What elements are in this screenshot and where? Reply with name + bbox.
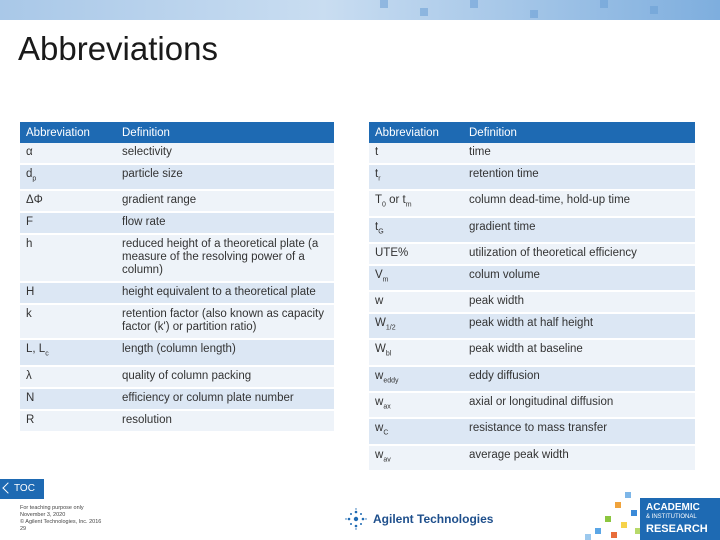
abbreviation-symbol: UTE% (375, 246, 409, 259)
column-header-abbreviation: Abbreviation (369, 122, 463, 143)
definition-cell: particle size (116, 164, 334, 190)
abbreviation-cell (20, 164, 116, 190)
table-row (369, 366, 695, 392)
footer-line: For teaching purpose only (20, 505, 84, 511)
abbreviation-subscript: G (378, 227, 384, 235)
abbreviation-cell (369, 366, 463, 392)
abbreviation-symbol: d (26, 168, 33, 180)
table-row (20, 164, 334, 190)
table-row (369, 243, 695, 265)
agilent-logo (345, 508, 493, 530)
abbreviation-subscript: 1/2 (385, 324, 396, 332)
abbreviation-cell (20, 282, 116, 304)
abbreviation-symbol: t (375, 168, 379, 180)
abbreviation-symbol: F (26, 216, 34, 229)
abbreviation-cell (369, 217, 463, 243)
abbreviation-symbol: w (375, 448, 384, 461)
badge-line: RESEARCH (646, 523, 708, 535)
definition-cell: flow rate (116, 212, 334, 234)
table-row (20, 143, 334, 164)
abbreviation-symbol: h (26, 238, 33, 251)
definition-cell: resolution (116, 410, 334, 432)
definition-cell: resistance to mass transfer (463, 418, 695, 444)
definition-cell: retention time (463, 164, 695, 190)
table-row (20, 282, 334, 304)
spark-icon (345, 508, 367, 530)
abbreviation-cell (369, 265, 463, 291)
badge-line: ACADEMIC (646, 502, 700, 513)
footer-line: © Agilent Technologies, Inc. 2016 (20, 519, 102, 525)
abbreviation-cell (369, 418, 463, 444)
table-row (20, 388, 334, 410)
abbreviation-cell (369, 143, 463, 164)
abbreviation-symbol: t (375, 146, 379, 158)
abbreviation-subscript: bl (385, 350, 392, 358)
abbreviation-symbol: w (375, 396, 384, 409)
table-row (20, 339, 334, 365)
company-name: Agilent Technologies (373, 512, 494, 526)
abbreviation-subscript: C (383, 429, 389, 437)
abbreviation-symbol: N (26, 391, 35, 404)
footer-line: 29 (20, 526, 27, 532)
abbreviation-symbol: w (375, 369, 384, 382)
page-title: Abbreviations (18, 30, 218, 67)
abbreviation-subscript: r (378, 175, 381, 183)
abbreviation-cell (369, 313, 463, 339)
abbreviation-cell (369, 445, 463, 471)
table-row (369, 217, 695, 243)
abbreviation-symbol: w (375, 295, 384, 308)
table-row (20, 410, 334, 432)
definition-cell: peak width at half height (463, 313, 695, 339)
abbreviation-cell (20, 339, 116, 365)
definition-cell: length (column length) (116, 339, 334, 365)
table-row (369, 445, 695, 471)
decorative-mosaic (565, 488, 645, 540)
abbreviation-cell (369, 190, 463, 216)
table-row (369, 143, 695, 164)
abbreviation-table-right (369, 122, 695, 472)
definition-cell: time (463, 143, 695, 164)
definition-cell: axial or longitudinal diffusion (463, 392, 695, 418)
table-row (20, 234, 334, 282)
definition-cell: gradient time (463, 217, 695, 243)
abbreviation-symbol: R (26, 413, 35, 426)
definition-cell: reduced height of a theoretical plate (a measure of the resolving power of a column) (116, 234, 334, 282)
table-row (369, 164, 695, 190)
abbreviation-subscript: ax (383, 403, 391, 411)
abbreviation-symbol: α (26, 146, 33, 158)
table-row (20, 304, 334, 339)
definition-cell: gradient range (116, 190, 334, 212)
table-row (369, 418, 695, 444)
column-header-definition: Definition (463, 122, 695, 143)
abbreviation-symbol: k (26, 308, 32, 321)
abbreviation-cell (20, 143, 116, 164)
abbreviation-symbol: or t (385, 194, 406, 207)
table-row (369, 339, 695, 365)
abbreviation-subscript: m (405, 201, 412, 209)
abbreviation-cell (20, 388, 116, 410)
abbreviation-subscript: 0 (382, 201, 386, 209)
table-row (20, 190, 334, 212)
table-row (20, 366, 334, 388)
abbreviation-subscript: eddy (383, 377, 399, 385)
table-row (20, 212, 334, 234)
abbreviation-cell (369, 291, 463, 313)
abbreviation-subscript: c (45, 350, 49, 358)
definition-cell: efficiency or column plate number (116, 388, 334, 410)
abbreviation-symbol: λ (26, 369, 32, 382)
definition-cell: retention factor (also known as capacity factor (k') or partition ratio) (116, 304, 334, 339)
definition-cell: average peak width (463, 445, 695, 471)
table-row (369, 291, 695, 313)
table-row (369, 265, 695, 291)
abbreviation-cell (20, 410, 116, 432)
table-row (369, 392, 695, 418)
definition-cell: selectivity (116, 143, 334, 164)
definition-cell: height equivalent to a theoretical plate (116, 282, 334, 304)
definition-cell: quality of column packing (116, 366, 334, 388)
abbreviation-cell (20, 212, 116, 234)
header-banner (0, 0, 720, 20)
abbreviation-cell (369, 392, 463, 418)
abbreviation-cell (369, 339, 463, 365)
abbreviation-cell (369, 164, 463, 190)
definition-cell: utilization of theoretical efficiency (463, 243, 695, 265)
abbreviation-symbol: w (375, 422, 384, 435)
academic-research-badge (640, 498, 720, 540)
abbreviation-symbol: V (375, 268, 383, 281)
definition-cell: peak width (463, 291, 695, 313)
table-row (369, 190, 695, 216)
definition-cell: peak width at baseline (463, 339, 695, 365)
abbreviation-symbol: W (375, 317, 386, 330)
definition-cell: eddy diffusion (463, 366, 695, 392)
abbreviation-table-left (20, 122, 334, 433)
abbreviation-symbol: ΔΦ (26, 194, 43, 207)
definition-cell: column dead-time, hold-up time (463, 190, 695, 216)
abbreviation-subscript: av (383, 455, 391, 463)
toc-button[interactable]: TOC (0, 479, 44, 499)
column-header-abbreviation: Abbreviation (20, 122, 116, 143)
abbreviation-subscript: m (382, 276, 389, 284)
table-row (369, 313, 695, 339)
abbreviation-cell (20, 366, 116, 388)
abbreviation-cell (369, 243, 463, 265)
badge-line: & INSTITUTIONAL (646, 514, 697, 520)
abbreviation-symbol: T (375, 194, 383, 207)
column-header-definition: Definition (116, 122, 334, 143)
footer-notes (20, 505, 101, 533)
abbreviation-subscript: p (32, 175, 37, 183)
definition-cell: colum volume (463, 265, 695, 291)
abbreviation-symbol: H (26, 286, 35, 299)
footer-line: November 3, 2020 (20, 512, 66, 518)
abbreviation-cell (20, 304, 116, 339)
abbreviation-symbol: W (375, 343, 386, 356)
abbreviation-cell (20, 234, 116, 282)
abbreviation-symbol: t (375, 220, 379, 233)
abbreviation-cell (20, 190, 116, 212)
abbreviation-symbol: L, L (26, 343, 46, 356)
